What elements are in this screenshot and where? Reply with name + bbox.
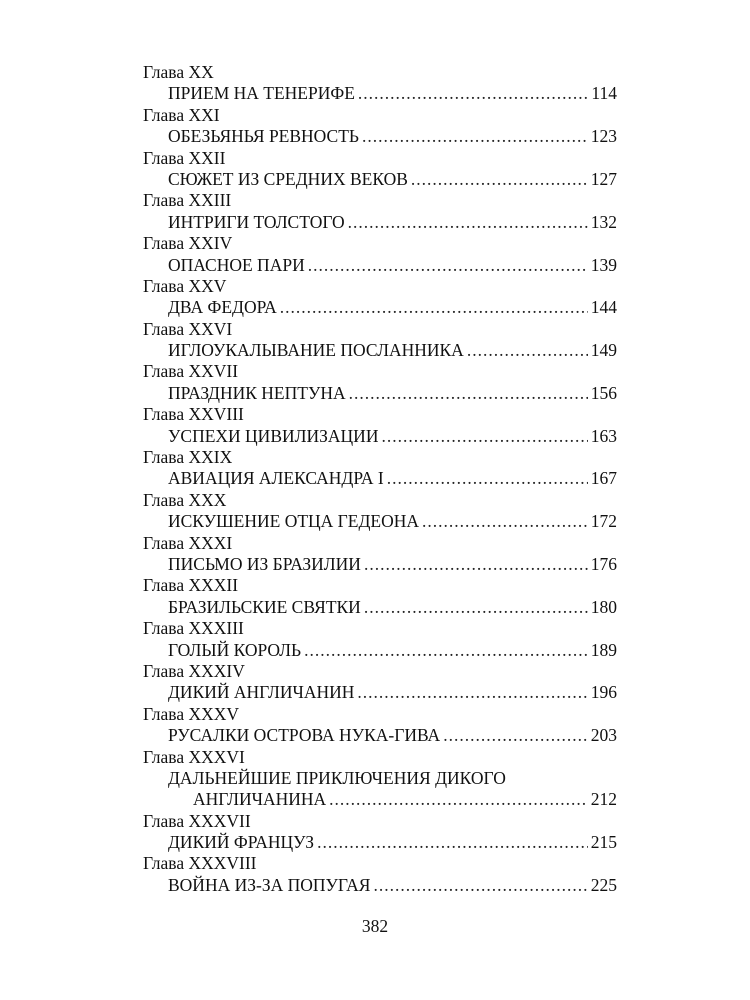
chapter-heading: Глава XXVIII	[143, 404, 244, 425]
page-reference: 203	[590, 725, 617, 746]
chapter-heading: Глава XXVII	[143, 361, 239, 382]
toc-entry	[143, 361, 617, 404]
toc-entry	[143, 618, 617, 661]
toc-entry	[143, 811, 617, 854]
page-reference: 180	[590, 596, 617, 617]
chapter-title-row[interactable]	[168, 297, 617, 318]
chapter-title-row[interactable]	[168, 468, 617, 489]
toc-entry	[143, 404, 617, 447]
page-reference: 149	[590, 340, 617, 361]
chapter-title-row[interactable]	[168, 383, 617, 404]
chapter-title: ДИКИЙ ФРАНЦУЗ	[168, 832, 315, 853]
page-reference: 172	[590, 511, 617, 532]
chapter-title: СЮЖЕТ ИЗ СРЕДНИХ ВЕКОВ	[168, 168, 408, 189]
dot-leader	[280, 297, 588, 318]
page-reference: 225	[590, 874, 617, 895]
dot-leader	[348, 212, 588, 233]
chapter-title-row[interactable]	[193, 789, 617, 810]
dot-leader	[381, 426, 587, 447]
toc-entry	[143, 62, 617, 105]
toc-entry	[143, 747, 617, 811]
page-reference: 114	[591, 83, 617, 104]
chapter-heading: Глава XXIII	[143, 190, 232, 211]
dot-leader	[357, 682, 587, 703]
dot-leader	[411, 169, 588, 190]
toc-entry	[143, 148, 617, 191]
chapter-heading: Глава XXVI	[143, 318, 233, 339]
chapter-title: УСПЕХИ ЦИВИЛИЗАЦИИ	[168, 425, 379, 446]
chapter-title: ВОЙНА ИЗ-ЗА ПОПУГАЯ	[168, 874, 371, 895]
toc-entry	[143, 276, 617, 319]
chapter-heading: Глава XXX	[143, 489, 227, 510]
chapter-title-row[interactable]	[168, 83, 617, 104]
dot-leader	[467, 340, 588, 361]
page-reference: 132	[590, 211, 617, 232]
page-reference: 156	[590, 382, 617, 403]
chapter-heading: Глава XX	[143, 62, 214, 82]
chapter-title-row[interactable]	[168, 126, 617, 147]
chapter-title-row[interactable]	[168, 682, 617, 703]
chapter-title-row[interactable]	[168, 554, 617, 575]
dot-leader	[364, 554, 588, 575]
page-reference: 163	[590, 425, 617, 446]
chapter-title: АВИАЦИЯ АЛЕКСАНДРА I	[168, 468, 384, 489]
chapter-heading: Глава XXV	[143, 275, 227, 296]
chapter-heading: Глава XXXII	[143, 575, 239, 596]
dot-leader	[443, 725, 588, 746]
dot-leader	[308, 255, 588, 276]
dot-leader	[362, 126, 588, 147]
chapter-title: ИГЛОУКАЛЫВАНИЕ ПОСЛАННИКА	[168, 340, 464, 361]
dot-leader	[358, 83, 589, 104]
dot-leader	[329, 789, 588, 810]
page-reference: 215	[590, 832, 617, 853]
chapter-title: ОПАСНОЕ ПАРИ	[168, 254, 305, 275]
chapter-title: АНГЛИЧАНИНА	[193, 789, 327, 810]
chapter-title-row[interactable]	[168, 640, 617, 661]
chapter-heading: Глава XXIV	[143, 233, 233, 254]
toc-entry	[143, 853, 617, 896]
chapter-title: БРАЗИЛЬСКИЕ СВЯТКИ	[168, 596, 361, 617]
chapter-heading: Глава XXXIV	[143, 660, 245, 681]
chapter-title-row[interactable]	[168, 255, 617, 276]
toc-entry	[143, 704, 617, 747]
toc-entry	[143, 447, 617, 490]
dot-leader	[349, 383, 588, 404]
chapter-title-row[interactable]	[168, 725, 617, 746]
chapter-heading: Глава XXII	[143, 147, 226, 168]
toc-entry	[143, 233, 617, 276]
chapter-title: ГОЛЫЙ КОРОЛЬ	[168, 639, 302, 660]
dot-leader	[387, 468, 588, 489]
chapter-heading: Глава XXXV	[143, 703, 240, 724]
toc-entry	[143, 661, 617, 704]
chapter-title: ДВА ФЕДОРА	[168, 297, 277, 318]
page-reference: 189	[590, 639, 617, 660]
page-number: 382	[361, 916, 389, 936]
page-reference: 212	[590, 789, 617, 810]
chapter-heading: Глава XXIX	[143, 447, 233, 468]
chapter-title: ОБЕЗЬЯНЬЯ РЕВНОСТЬ	[168, 126, 359, 147]
chapter-title: ПРАЗДНИК НЕПТУНА	[168, 382, 346, 403]
chapter-title: ИСКУШЕНИЕ ОТЦА ГЕДЕОНА	[168, 511, 420, 532]
dot-leader	[364, 597, 588, 618]
chapter-heading: Глава XXXI	[143, 532, 233, 553]
page-reference: 139	[590, 254, 617, 275]
dot-leader	[317, 832, 588, 853]
chapter-title-row[interactable]	[168, 511, 617, 532]
dot-leader	[422, 511, 588, 532]
chapter-title-row[interactable]	[168, 597, 617, 618]
dot-leader	[373, 875, 587, 896]
toc-entry	[143, 319, 617, 362]
page-reference: 144	[590, 297, 617, 318]
dot-leader	[304, 640, 588, 661]
chapter-heading: Глава XXXVI	[143, 746, 245, 767]
chapter-title: ДИКИЙ АНГЛИЧАНИН	[168, 682, 355, 703]
chapter-heading: Глава XXXIII	[143, 618, 244, 639]
toc-entry	[143, 533, 617, 576]
chapter-heading: Глава XXXVII	[143, 810, 251, 831]
chapter-title: ПРИЕМ НА ТЕНЕРИФЕ	[168, 83, 355, 104]
page-reference: 167	[590, 468, 617, 489]
chapter-title-row[interactable]	[168, 426, 617, 447]
chapter-title: ПИСЬМО ИЗ БРАЗИЛИИ	[168, 553, 361, 574]
page-reference: 176	[590, 553, 617, 574]
page-reference: 123	[590, 126, 617, 147]
page-reference: 127	[590, 168, 617, 189]
chapter-title-row[interactable]	[168, 875, 617, 896]
chapter-heading: Глава XXXVIII	[143, 853, 257, 874]
chapter-title-row[interactable]	[168, 169, 617, 190]
toc-entry	[143, 105, 617, 148]
chapter-heading: Глава XXI	[143, 104, 220, 125]
toc-entry	[143, 190, 617, 233]
chapter-title-line1[interactable]: ДАЛЬНЕЙШИЕ ПРИКЛЮЧЕНИЯ ДИКОГО	[168, 767, 506, 788]
toc-entry	[143, 575, 617, 618]
table-of-contents	[143, 62, 617, 896]
chapter-title-row[interactable]	[168, 212, 617, 233]
chapter-title-row[interactable]	[168, 832, 617, 853]
chapter-title: ИНТРИГИ ТОЛСТОГО	[168, 211, 345, 232]
chapter-title-row[interactable]	[168, 340, 617, 361]
chapter-title: РУСАЛКИ ОСТРОВА НУКА-ГИВА	[168, 725, 441, 746]
page-reference: 196	[590, 682, 617, 703]
toc-entry	[143, 490, 617, 533]
